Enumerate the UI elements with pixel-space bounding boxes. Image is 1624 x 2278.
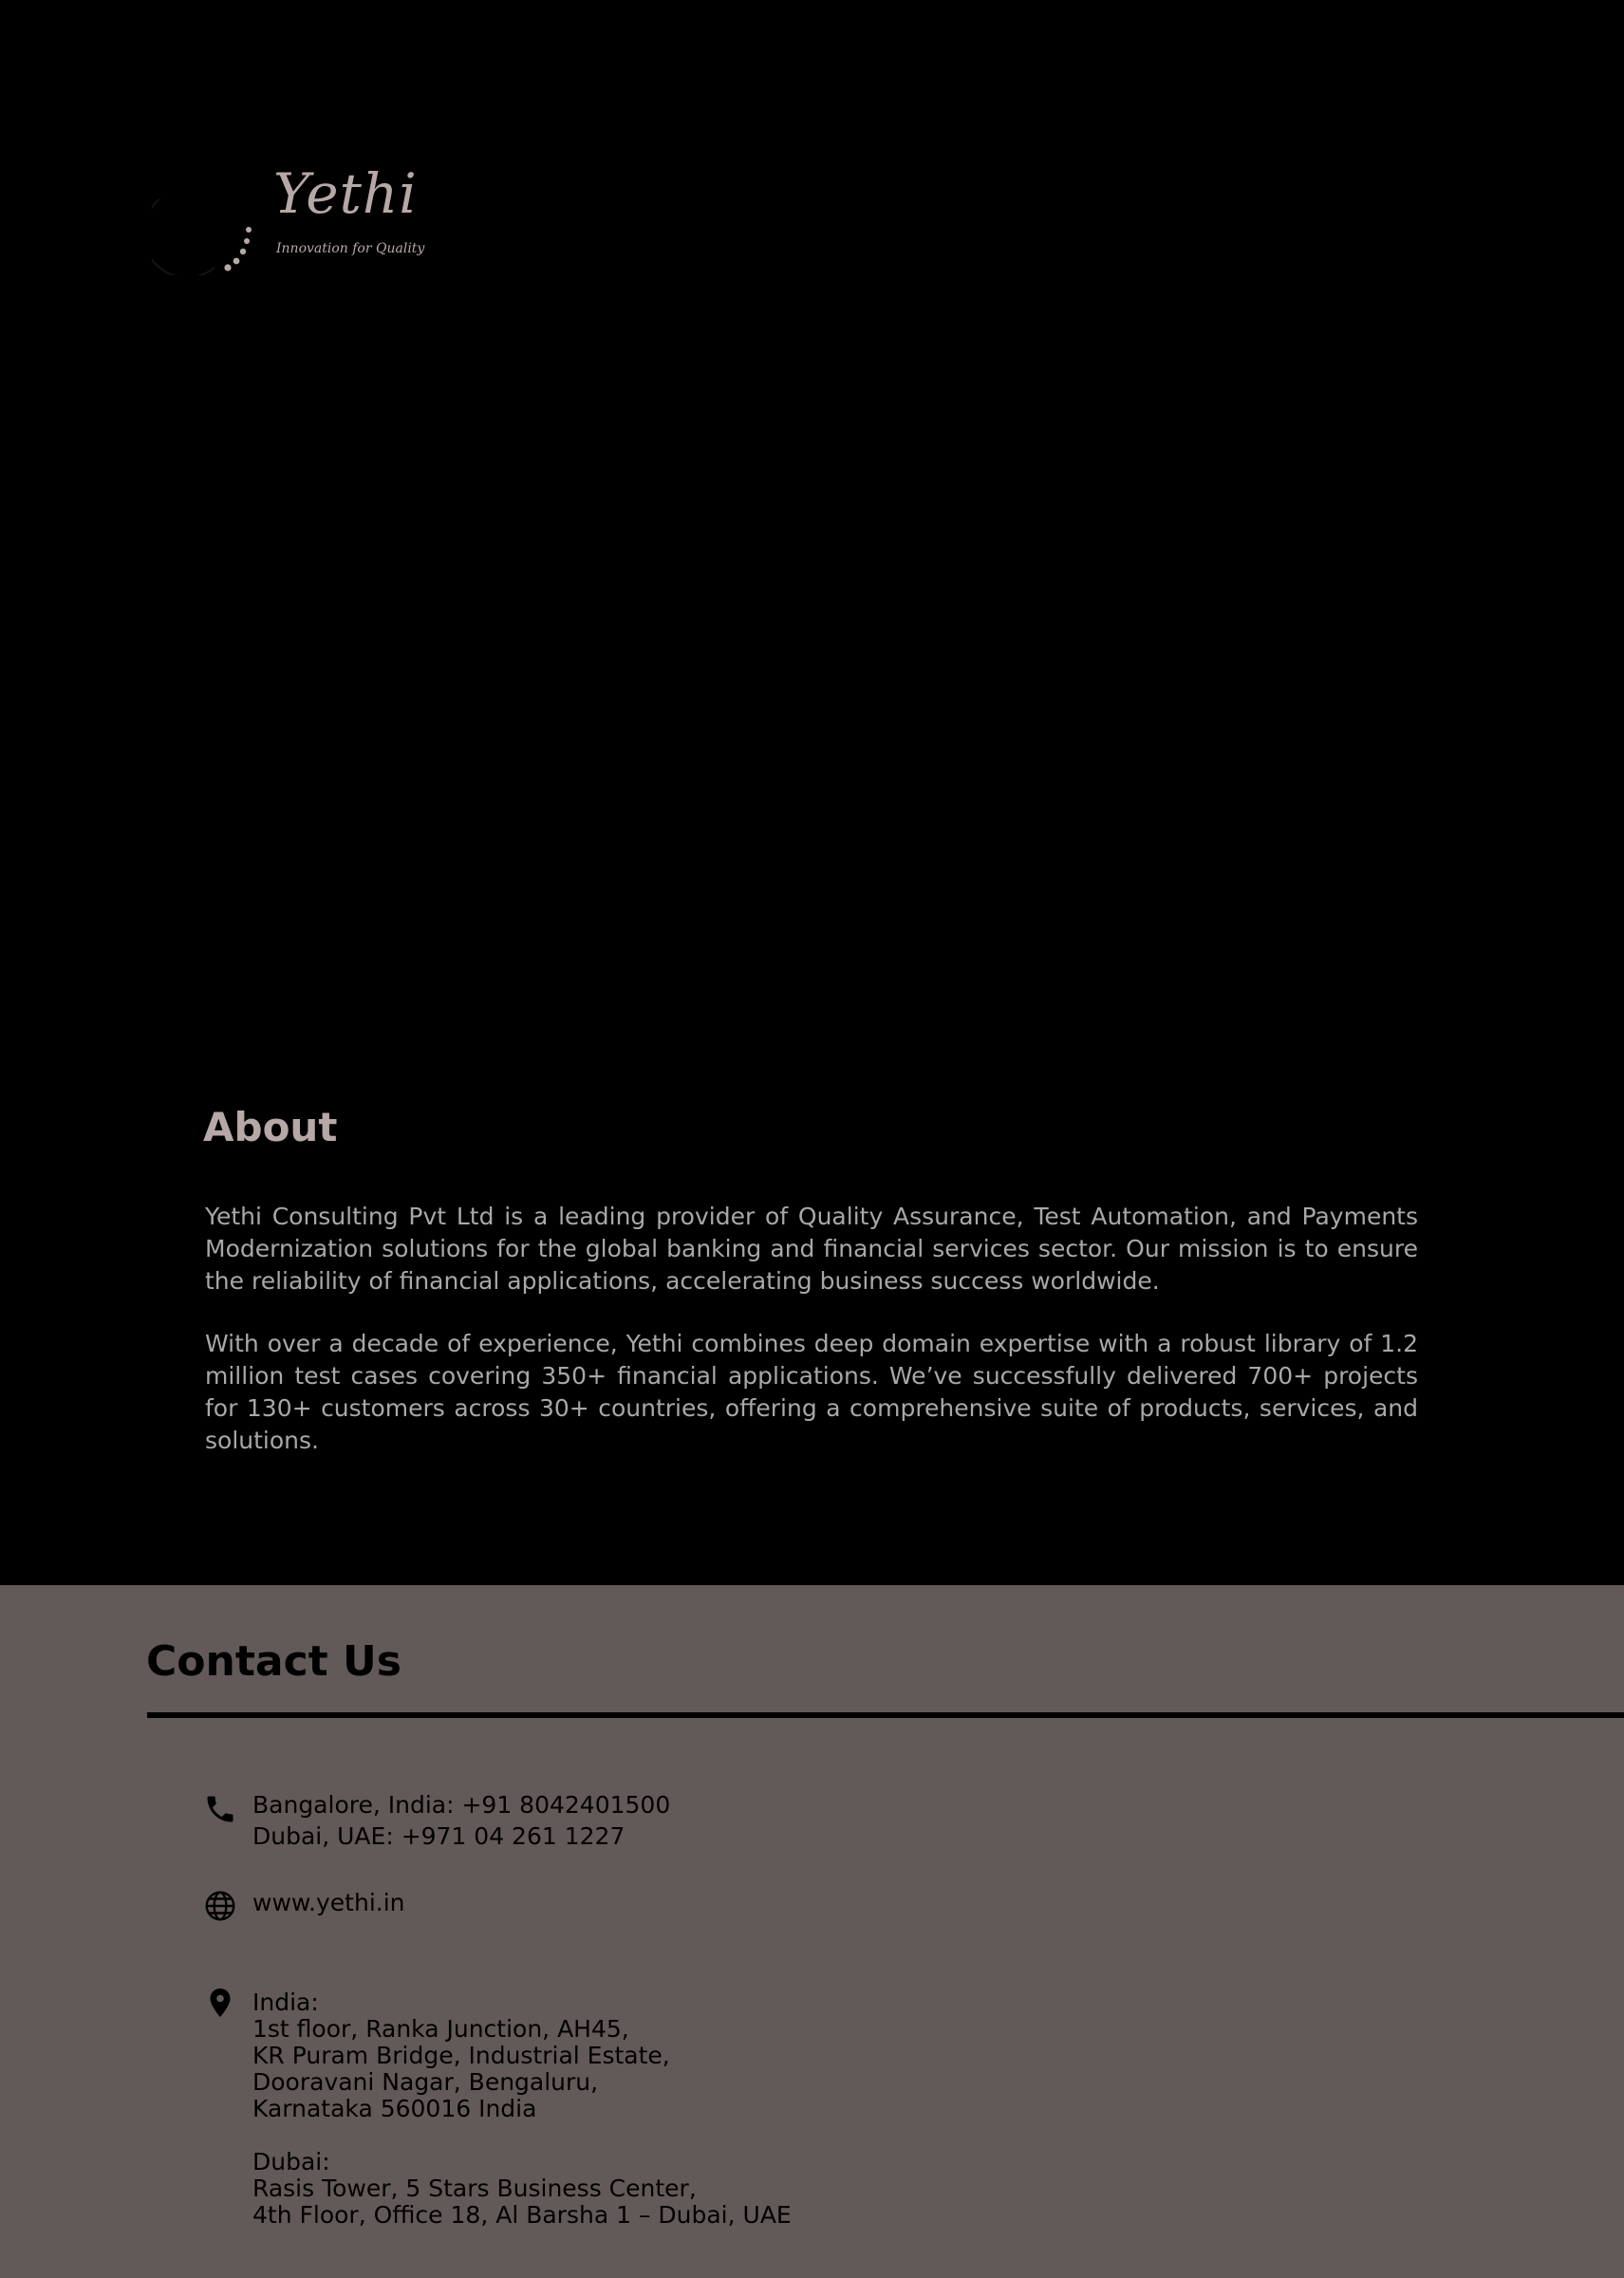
website-link[interactable]: www.yethi.in [252, 1889, 405, 1916]
yethi-logo [152, 161, 465, 275]
address-india-line: Karnataka 560016 India [252, 2095, 537, 2122]
address-india-line: KR Puram Bridge, Industrial Estate, [252, 2042, 670, 2069]
dotted-arc-logo-icon [152, 171, 266, 275]
brand-name: Yethi [273, 161, 418, 226]
address-india-label: India: [252, 1989, 319, 2016]
phone-numbers [252, 1792, 670, 1850]
address-india-line: Dooravani Nagar, Bengaluru, [252, 2068, 599, 2096]
address-dubai-line: Rasis Tower, 5 Stars Business Center, [252, 2175, 697, 2202]
contact-heading: Contact Us [146, 1637, 401, 1686]
address-block [252, 1989, 792, 2229]
phone-dubai[interactable]: Dubai, UAE: +971 04 261 1227 [252, 1822, 625, 1850]
address-india-line: 1st floor, Ranka Junction, AH45, [252, 2015, 629, 2043]
about-paragraph: Yethi Consulting Pvt Ltd is a leading provider of Quality Assurance, Test Automation, and Payments Modernization solutions for the global banking and financial services sector. Our mission is to ensure the reliability of financial applications, accelerating business success worldwide. [205, 1203, 1418, 1295]
contact-section [0, 1585, 1624, 2278]
contact-divider [147, 1712, 1624, 1718]
about-paragraph: With over a decade of experience, Yethi combines deep domain expertise with a robust library of 1.2 million test cases covering 350+ financial applications. We’ve successfully delivered 700+ projects for 130+ customers across 30+ countries, offering a comprehensive suite of products, services, and solutions. [205, 1330, 1418, 1454]
phone-icon [203, 1792, 237, 1826]
address-dubai-line: 4th Floor, Office 18, Al Barsha 1 – Dubai, UAE [252, 2201, 792, 2229]
globe-icon [203, 1889, 237, 1923]
about-heading: About [203, 1104, 338, 1150]
brand-tagline: Innovation for Quality [276, 241, 425, 256]
phone-bangalore[interactable]: Bangalore, India: +91 8042401500 [252, 1791, 671, 1819]
address-dubai-label: Dubai: [252, 2148, 330, 2175]
map-pin-icon [203, 1986, 237, 2020]
